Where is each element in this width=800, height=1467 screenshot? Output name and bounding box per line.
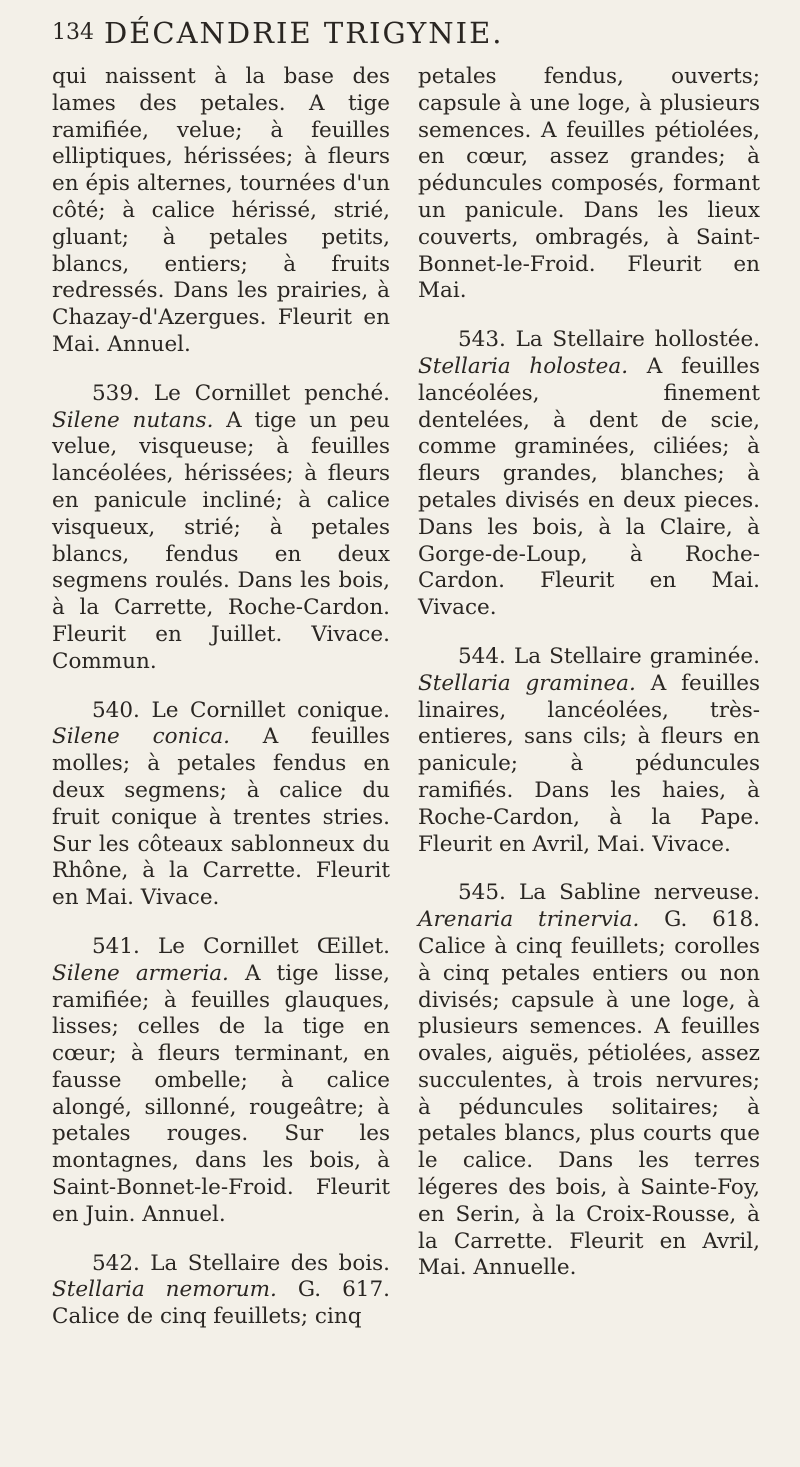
species-entry (418, 644, 760, 858)
entry-description: Calice à cinq feuillets; corolles à cinq petales entiers ou non divisés; capsule à une loge, à plusieurs semences. A feuilles ovales, aiguës, pétiolées, assez succulentes, à trois nervures; à péduncules solitaires; à petales blancs, plus courts que le calice. Dans les terres légeres des bois, à Sainte-Foy, en Serin, à la Croix-Rousse, à la Carrette. Fleurit en Avril, Mai. Annuelle. (418, 933, 760, 1281)
common-name: Le Cornillet penché. (153, 380, 390, 406)
text-columns (52, 64, 760, 1353)
latin-name: Silene nutans. (52, 407, 214, 433)
latin-name: Arenaria trinervia. (418, 907, 640, 933)
entry-description: A tige un peu velue, visqueuse; à feuilles lancéolées, hérissées; à fleurs en panicule incliné; à calice visqueux, strié; à petales blancs, fendus en deux segmens roulés. Dans les bois, à la Carrette, Roche-Cardon. Fleurit en Juillet. Vivace. Commun. (52, 407, 390, 674)
entry-description: A tige lisse, ramifiée; à feuilles glauques, lisses; celles de la tige en cœur; à fleurs terminant, en fausse ombelle; à calice alongé, sillonné, rougeâtre; à petales rouges. Sur les montagnes, dans les bois, à Saint-Bonnet-le-Froid. Fleurit en Juin. Annuel. (52, 960, 391, 1227)
continuation-paragraph: petales fendus, ouverts; capsule à une loge, à plusieurs semences. A feuilles pétiolées, en cœur, assez grandes; à péduncules composés, formant un panicule. Dans les lieux couverts, ombragés, à Saint-Bonnet-le-Froid. Fleurit en Mai. (418, 64, 760, 304)
latin-name: Stellaria nemorum. (52, 1277, 277, 1303)
common-name: La Stellaire hollostée. (515, 327, 760, 353)
entry-number: 540. (92, 697, 140, 723)
genus-reference: G. 617. (297, 1277, 391, 1303)
species-entry (52, 1251, 390, 1331)
entry-number: 545. (458, 880, 506, 906)
page-number: 134 (52, 20, 94, 45)
entry-number: 541. (92, 933, 140, 959)
entry-description: Calice de cinq feuillets; cinq (52, 1304, 362, 1330)
running-title: DÉCANDRIE TRIGYNIE. (104, 16, 504, 50)
right-column (418, 64, 760, 1353)
left-column (52, 64, 390, 1353)
latin-name: Silene conica. (52, 724, 230, 750)
entry-number: 542. (92, 1250, 140, 1276)
latin-name: Stellaria graminea. (418, 670, 636, 696)
species-entry (52, 934, 390, 1229)
entry-number: 543. (458, 327, 506, 353)
entry-number: 539. (92, 380, 140, 406)
species-entry (52, 381, 390, 676)
genus-reference: G. 618. (664, 907, 760, 933)
page-header (52, 14, 760, 64)
common-name: La Stellaire des bois. (150, 1250, 391, 1276)
latin-name: Stellaria holostea. (418, 353, 629, 379)
common-name: La Sabline nerveuse. (518, 880, 760, 906)
common-name: Le Cornillet conique. (151, 697, 390, 723)
species-entry (418, 880, 760, 1282)
common-name: Le Cornillet Œillet. (157, 933, 390, 959)
latin-name: Silene armeria. (52, 960, 229, 986)
entry-description: A feuilles linaires, lancéolées, très-entieres, sans cils; à fleurs en panicule; à péduncules ramifiés. Dans les haies, à Roche-Cardon, à la Pape. Fleurit en Avril, Mai. Vivace. (418, 670, 760, 857)
common-name: La Stellaire graminée. (513, 643, 760, 669)
entry-description: A feuilles lancéolées, finement dentelées, à dent de scie, comme graminées, ciliées; à fleurs grandes, blanches; à petales divisés en deux pieces. Dans les bois, à la Claire, à Gorge-de-Loup, à Roche-Cardon. Fleurit en Mai. Vivace. (418, 353, 760, 621)
species-entry (418, 327, 760, 622)
continuation-paragraph: qui naissent à la base des lames des petales. A tige ramifiée, velue; à feuilles elliptiques, hérissées; à fleurs en épis alternes, tournées d'un côté; à calice hérissé, strié, gluant; à petales petits, blancs, entiers; à fruits redressés. Dans les prairies, à Chazay-d'Azergues. Fleurit en Mai. Annuel. (52, 64, 390, 357)
species-entry (52, 698, 390, 912)
entry-description: A feuilles molles; à petales fendus en deux segmens; à calice du fruit conique à trentes stries. Sur les côteaux sablonneux du Rhône, à la Carrette. Fleurit en Mai. Vivace. (52, 724, 390, 911)
entry-number: 544. (458, 643, 506, 669)
